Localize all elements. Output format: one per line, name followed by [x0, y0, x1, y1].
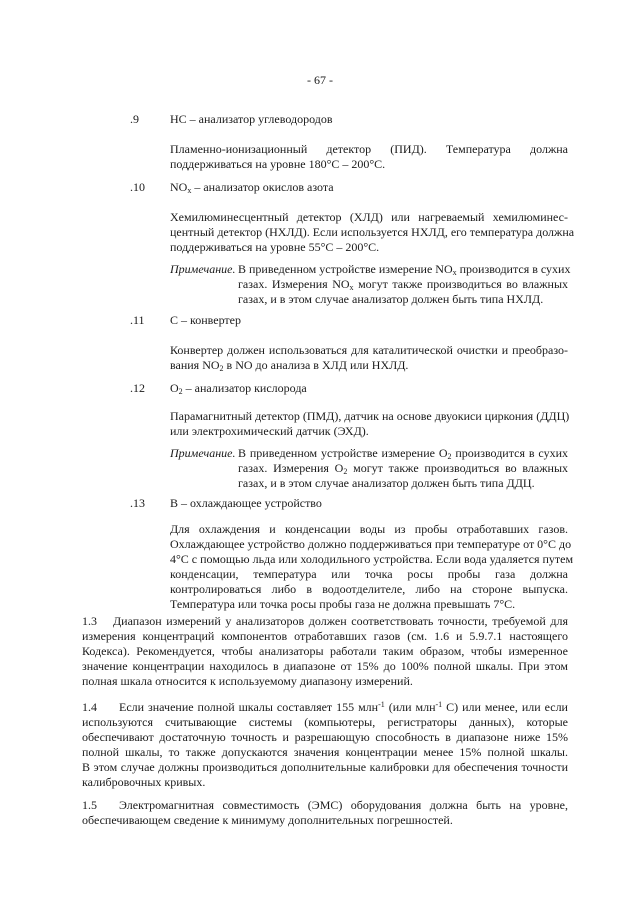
text-line: поддерживаться на уровне 55°C – 200°C.	[170, 240, 380, 254]
text-line: газах, и в этом случае анализатор должен быть типа ДДЦ.	[238, 476, 535, 490]
text-line: 1.3 Диапазон измерений у анализаторов должен соответствовать точности, требуемой для	[82, 614, 568, 628]
item-number: .10	[130, 180, 145, 194]
item-heading: C – конвертер	[170, 313, 241, 327]
item-heading: B – охлаждающее устройство	[170, 496, 322, 510]
item-heading: $NO_x$ – анализатор окислов азота	[170, 180, 334, 195]
text-line: Температура или точка росы пробы газа не должна превышать 7°C.	[170, 597, 516, 611]
text-line: Парамагнитный детектор (ПМД), датчик на основе двуокиси циркония (ДДЦ)	[170, 409, 570, 423]
text-line: обеспечивают достаточную точность и разрешающую способность в диапазоне ниже 15%	[82, 730, 568, 744]
section-number: 1.3	[82, 614, 97, 628]
text-line: 1.5 Электромагнитная совместимость (ЭМС) оборудования должна быть на уровне,	[82, 798, 568, 812]
note-label: Примечание.	[170, 446, 236, 460]
text-line: газах. Измерения $O_2$ могут также производиться во влажных	[238, 461, 569, 476]
text-line: В приведенном устройстве измерение $NO_x$ производится в сухих	[238, 262, 571, 277]
item-body	[170, 210, 575, 255]
item-number: .12	[130, 381, 145, 395]
text-line: вания $NO_2$ в NO до анализа в ХЛД или НХЛД.	[170, 358, 409, 373]
text-line: 4°C с помощью льда или холодильного устройства. Если вода удаляется путем	[170, 552, 574, 566]
note-body	[238, 262, 571, 307]
text-line: Пламенно-ионизационный детектор (ПИД). Температура должна	[170, 142, 568, 156]
text-line: Для охлаждения и конденсации воды из пробы отработавших газов.	[170, 522, 568, 536]
item-number: .13	[130, 496, 145, 510]
text-line: значение концентрации находилось в диапазоне от 15% до 100% полной шкалы. При этом	[82, 659, 568, 673]
text-line: Хемилюминесцентный детектор (ХЛД) или нагреваемый хемилюминес-	[170, 210, 568, 224]
text-line: Охлаждающее устройство должно поддерживаться при температуре от 0°C до	[170, 537, 572, 551]
note-body	[238, 446, 568, 491]
section-paragraph	[82, 798, 568, 828]
text-line: используются считывающие системы (компьютеры, регистраторы данных), которые	[82, 715, 568, 729]
item-heading: $O_2$ – анализатор кислорода	[170, 381, 307, 396]
section-number: 1.5	[82, 798, 97, 812]
text-line: полной шкалы, то также допускаются значения концентрации менее 15% полной шкалы.	[82, 745, 568, 759]
section-number: 1.4	[82, 700, 97, 714]
section-paragraph	[82, 614, 568, 689]
item-heading: HC – анализатор углеводородов	[170, 112, 333, 126]
item-number: .11	[130, 313, 145, 327]
text-line: 1.4 Если значение полной шкалы составляет 155 млн$^{-1}$ (или млн$^{-1}$ C) или менее, или если	[82, 700, 568, 714]
item-body	[170, 343, 568, 373]
text-line: В этом случае должны производиться дополнительные калибровки для обеспечения точности	[82, 760, 568, 774]
text-line: полная шкала относится к используемому диапазону измерений.	[82, 674, 413, 688]
page-number: - 67 -	[307, 73, 333, 87]
text-line: Кодекса). Рекомендуется, чтобы анализаторы работали таким образом, чтобы измеренное	[82, 644, 568, 658]
text-line: или электрохимический датчик (ЭХД).	[170, 424, 369, 438]
text-line: центный детектор (НХЛД). Если используется НХЛД, его температура должна	[170, 225, 575, 239]
text-line: газах, и в этом случае анализатор должен быть типа НХЛД.	[238, 292, 544, 306]
text-line: конденсации, температура или точка росы пробы газа должна	[170, 567, 568, 581]
item-number: .9	[130, 112, 139, 126]
item-body	[170, 522, 574, 612]
text-line: поддерживаться на уровне 180°C – 200°C.	[170, 157, 386, 171]
item-body	[170, 409, 568, 439]
text-line: В приведенном устройстве измерение $O_2$ производится в сухих	[238, 446, 568, 461]
item-body	[170, 142, 568, 172]
text-line: контролироваться либо в водоотделителе, либо на стороне выпуска.	[170, 582, 568, 596]
text-line: газах. Измерения $NO_x$ могут также производиться во влажных	[238, 277, 569, 292]
text-line: калибровочных кривых.	[82, 775, 206, 789]
note-label: Примечание.	[170, 262, 236, 276]
text-line: Конвертер должен использоваться для каталитической очистки и преобразо-	[170, 343, 568, 357]
section-paragraph	[82, 700, 568, 790]
text-line: обеспечивающем сведение к минимуму дополнительных погрешностей.	[82, 813, 453, 827]
text-line: измерения концентраций компонентов отработавших газов (см. 1.6 и 5.9.7.1 настоящего	[82, 629, 568, 643]
